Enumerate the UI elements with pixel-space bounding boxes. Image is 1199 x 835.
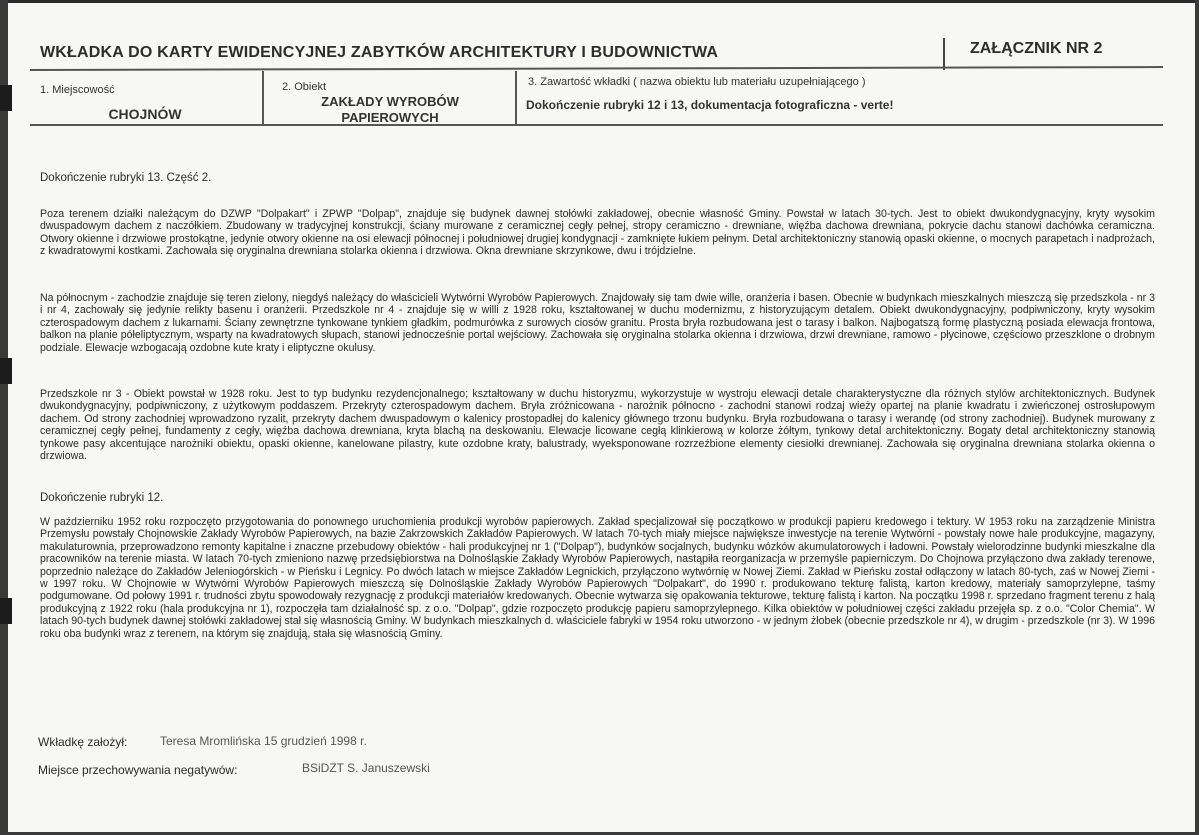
place-label: 1. Miejscowość xyxy=(40,84,115,96)
field-divider-2 xyxy=(515,71,517,126)
attachment-number: ZAŁĄCZNIK NR 2 xyxy=(970,40,1103,57)
paragraph-text: W październiku 1952 roku rozpoczęto przygotowania do ponownego uruchomienia produkcji wyrobów papierowych. Zakład specjalizował się początkowo w produkcji papieru kredowego i tektury. W 1953 roku na zarządzenie Ministra Przemysłu powstały Chojnowskie Zakłady Wyrobów Papierowych, na bazie Zakrzowskich Zakładów Papierowych. W latach 70-tych miały miejsce największe inwestycje na terenie Wytwórni - powstały nowe hale produkcyjne, magazyny, makulaturownia, przeprowadzono remonty kapitalne i znaczne przebudowy obiektów - hali produkcyjnej nr 1 ("Dolpap"), budynków socjalnych, budynku wózków akumulatorowych i ładowni. Powstały wielorodzinne budynki mieszkalne dla pracowników na terenie miasta. W latach 70-tych zmieniono nazwę przedsiębiorstwa na Dolnośląskie Zakłady Wyrobów Papierowych, nastąpiła reorganizacja w przemyśle papierniczym. Do Chojnowa przyłączono dwa zakłady terenowe, poprzednio należące do Zakładów Jeleniogórskich - w Pieńsku i Legnicy. Po dwóch latach w miejsce Zakładów Legnickich, przyłączono wytwórnię w Nowej Ziemi. Zakład w Pieńsku został odłączony w latach 80-tych, zaś w Nowej Ziemi - w 1997 roku. W Chojnowie w Wytwórni Wyrobów Papierowych mieszczą się Dolnośląskie Zakłady Wyrobów Papierowych "Dolpakart", do 1990 r. produkowano tekturę falistą, karton kredowy, materiały samoprzylepne, taśmy podgumowane. Od połowy 1991 r. trudności zbytu spowodowały rezygnację z produkcji materiałów kredowanych. Obecnie wytwarza się opakowania tekturowe, tekturę falistą i karton. Na początku 1998 r. sprzedano fragment terenu z halą produkcyjną z 1922 roku (hala produkcyjna nr 1), rozpoczęła tam działalność sp. z o.o. "Dolpap", gdzie rozpoczęto produkcję papieru samoprzylepnego. Kilka obiektów w południowej części zakładu przejęła sp. z o.o. "Color Chemia". W latach 90-tych budynek dawnej stołówki zakładowej stał się własnością Gminy. W budynkach mieszkalnych d. właściciele fabryki w 1954 roku utworzono - w jednym żłobek (obecnie przedszkole nr 4), w drugim - przedszkole (nr 3). W 1996 roku oba budynki wraz z terenem, na którym się znajdują, stała się własnością Gminy. xyxy=(40,516,1155,640)
header-divider xyxy=(943,38,945,70)
paragraph-history xyxy=(40,516,1155,640)
scan-edge-left xyxy=(0,0,8,835)
paragraph-text: Poza terenem działki należącym do DZWP "Dolpakart" i ZPWP "Dolpap", znajduje się budynek dawnej stołówki zakładowej, obecnie własność Gminy. Powstał w latach 30-tych. Jest to obiekt dwukondygnacyjny, kryty wysokim dwuspadowym dachem z naczółkiem. Zbudowany w tradycyjnej konstrukcji, ściany murowane z ceramicznej cegły pełnej, stropy ceramiczno - drewniane, więźba dachowa drewniana, pokrycie dachu stanowi dachówka ceramiczna. Otwory okienne i drzwiowe prostokątne, jedynie otwory okienne na osi elewacji północnej i południowej drugiej kondygnacji - zamknięte łukiem pełnym. Detal architektoniczny stanowią opaski okienne, o mocnych parapetach i nadprożach, z kwadratowymi kostkami. Zachowała się oryginalna drewniana stolarka okienna i drzwiowa. Okna drewniane skrzynkowe, dwu i trójdzielne. xyxy=(40,208,1155,258)
field-divider-1 xyxy=(262,71,264,126)
section-heading-12: Dokończenie rubryki 12. xyxy=(40,492,164,504)
paragraph-text: Przedszkole nr 3 - Obiekt powstał w 1928 roku. Jest to typ budynku rezydencjonalnego; kształtowany w duchu historyzmu, wykorzystuje w wystroju elewacji detale charakterystyczne dla różnych stylów architektonicznych. Budynek dwukondygnacyjny, podpiwniczony, z użytkowym poddaszem. Przekryty czterospadowym dachem. Bryła zróżnicowana - narożnik północno - zachodni stanowi rodzaj wieży opartej na planie kwadratu i zwieńczonej ostrosłupowym dachem. Od strony zachodniej wprowadzono ryzalit, przekryty dachem dwuspadowym o kalenicy prostopadłej do kalenicy głównego trzonu budynku. Bryła rozbudowana o tarasy i werandę (od strony zachodniej). Budynek murowany z ceramicznej cegły pełnej, fundamenty z cegły, więźba dachowa drewniana, kryta blachą na deskowaniu. Elewacje licowane cegłą klinkierową w kolorze żółtym, tynkowy detal architektoniczny. Bogaty detal architektoniczny stanowią tynkowe pasy akcentujące narożniki obiektu, opaski okienne, kanelowane pilastry, kute ozdobne kraty, balustrady, wyeksponowane rozrzeźbione elementy ciesiołki drewnianej. Zachowała się oryginalna drewniana stolarka okienna o drzwiowa. xyxy=(40,388,1155,463)
paragraph-text: Na północnym - zachodzie znajduje się teren zielony, niegdyś należący do właścicieli Wytwórni Wyrobów Papierowych. Znajdowały się tam dwie wille, oranżeria i basen. Obecnie w budynkach mieszkalnych mieszczą się przedszkola - nr 3 i nr 4, zachowały się jedynie relikty basenu i oranżerii. Przedszkole nr 4 - znajduje się w willi z 1928 roku, kształtowanej w duchu modernizmu, z historyzującym detalem. Obiekt dwukondygnacyjny, podpiwniczony, kryty wysokim czterospadowym dachem z lukarnami. Ściany zewnętrzne tynkowane tynkiem gładkim, podmurówka z surowych ciosów granitu. Prosta bryła rozbudowana jest o tarasy i balkon. Najbogatszą formę plastyczną posiada elewacja frontowa, balkon na planie półeliptycznym, wsparty na kwadratowych słupach, stanowi jednocześnie portal wejściowy. Zachowała się oryginalna stolarka okienna i drzwiowa, drzwi drewniane, ramowo - płycinowe, częściowo przeszklone o drobnym podziale. Elewacje wzbogacają ozdobne kute kraty i eliptyczne okulusy. xyxy=(40,292,1155,354)
object-value-line2: PAPIEROWYCH xyxy=(341,110,439,125)
section-heading-13: Dokończenie rubryki 13. Część 2. xyxy=(40,172,212,184)
punch-hole-1 xyxy=(0,85,12,111)
punch-hole-3 xyxy=(0,598,12,624)
negatives-label: Miejsce przechowywania negatywów: xyxy=(38,763,238,777)
object-label: 2. Obiekt xyxy=(282,81,327,93)
content-value: Dokończenie rubryki 12 i 13, dokumentacja fotograficzna - verte! xyxy=(526,98,894,112)
paragraph-kindergarten-3 xyxy=(40,388,1155,462)
scan-edge-right xyxy=(1195,0,1199,835)
place-value: CHOJNÓW xyxy=(108,106,182,122)
form-title: WKŁADKA DO KARTY EWIDENCYJNEJ ZABYTKÓW ARCHITEKTURY I BUDOWNICTWA xyxy=(40,44,719,61)
founder-label: Wkładkę założył: xyxy=(38,735,128,749)
founder-value: Teresa Mromlińska 15 grudzień 1998 r. xyxy=(160,734,367,748)
negatives-value: BSiDZT S. Januszewski xyxy=(302,761,430,775)
scan-edge-top xyxy=(0,0,1199,3)
paragraph-kindergarten-4 xyxy=(40,292,1155,354)
content-label: 3. Zawartość wkładki ( nazwa obiektu lub materiału uzupełniającego ) xyxy=(528,76,866,88)
object-value-line1: ZAKŁADY WYROBÓW xyxy=(321,94,459,109)
rule-bottom xyxy=(30,124,1163,126)
paragraph-canteen xyxy=(40,208,1155,258)
punch-hole-2 xyxy=(0,358,12,384)
